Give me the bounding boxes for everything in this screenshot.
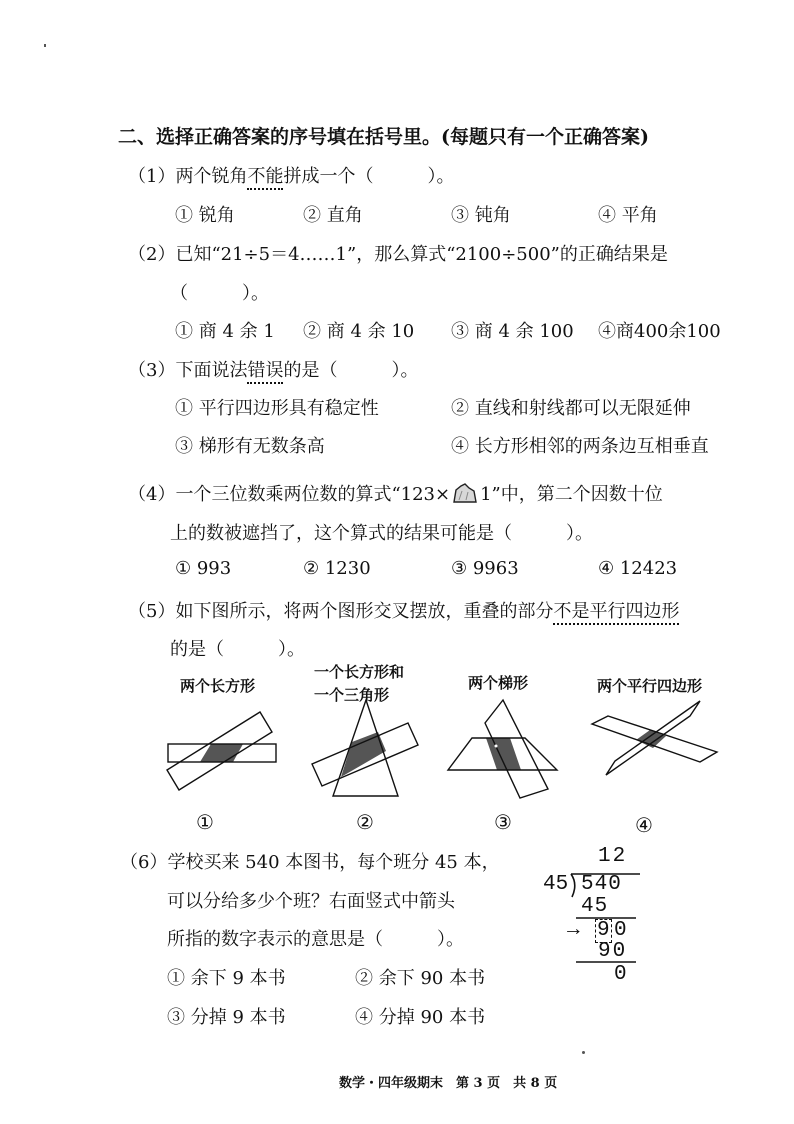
- q6-option-2[interactable]: ② 余下 90 本书: [355, 968, 486, 989]
- division-remainder: 0: [614, 963, 627, 986]
- division-step2-rest: 0: [614, 919, 627, 942]
- q3-option-1[interactable]: ① 平行四边形具有稳定性: [175, 398, 379, 419]
- q3-option-2[interactable]: ② 直线和射线都可以无限延伸: [451, 398, 691, 419]
- q6-stem-line3: 所指的数字表示的意思是（ ）。: [167, 929, 464, 950]
- division-dividend: 540: [581, 873, 622, 896]
- q2-option-3[interactable]: ③ 商 4 余 100: [451, 321, 574, 342]
- q1-option-4[interactable]: ④ 平角: [598, 205, 658, 226]
- q3-stem-b: 的是（ ）。: [283, 360, 419, 381]
- division-quotient: 12: [598, 845, 628, 868]
- q1-option-3[interactable]: ③ 钝角: [451, 205, 511, 226]
- figure-2-caption-line2: 一个三角形: [314, 686, 390, 704]
- figure-4-caption: 两个平行四边形: [597, 677, 703, 695]
- q4-stem-a: （4）一个三位数乘两位数的算式“123×: [128, 484, 451, 505]
- q5-stem-line2: 的是（ ）。: [170, 639, 305, 660]
- figure-4-label[interactable]: ④: [635, 813, 653, 837]
- division-step1: 45: [581, 895, 609, 918]
- q4-option-3[interactable]: ③ 9963: [451, 558, 519, 579]
- figure-3-caption: 两个梯形: [468, 674, 529, 692]
- q6-option-1[interactable]: ① 余下 9 本书: [167, 968, 286, 989]
- q2-option-4[interactable]: ④商400余100: [598, 321, 721, 342]
- division-step3: 90: [598, 940, 628, 963]
- figure-1-caption: 两个长方形: [180, 677, 256, 695]
- scan-speck: [44, 44, 46, 47]
- q4-option-2[interactable]: ② 1230: [303, 558, 371, 579]
- q2-stem: （2）已知“21÷5＝4……1”，那么算式“2100÷500”的正确结果是: [128, 244, 668, 265]
- q6-option-3[interactable]: ③ 分掉 9 本书: [167, 1007, 286, 1028]
- figure-2-label[interactable]: ②: [356, 810, 374, 834]
- scan-speck: [582, 1051, 585, 1054]
- q1-stem-emphasis: 不能: [247, 166, 283, 190]
- q3-stem-emphasis: 错误: [247, 360, 283, 384]
- section-title: 二、选择正确答案的序号填在括号里。(每题只有一个正确答案): [118, 126, 649, 148]
- figure-2-caption-line1: 一个长方形和: [314, 663, 405, 681]
- division-arrow: →: [567, 919, 580, 942]
- q2-option-1[interactable]: ① 商 4 余 1: [175, 321, 275, 342]
- q4-option-4[interactable]: ④ 12423: [598, 558, 678, 579]
- q3-stem-a: （3）下面说法: [128, 360, 248, 381]
- q4-stem-line2: 上的数被遮挡了，这个算式的结果可能是（ ）。: [170, 523, 593, 544]
- q2-stem-line2: （ ）。: [170, 283, 269, 304]
- q4-option-1[interactable]: ① 993: [175, 558, 232, 579]
- q6-option-4[interactable]: ④ 分掉 90 本书: [355, 1007, 486, 1028]
- figure-3-label[interactable]: ③: [494, 810, 512, 834]
- q1-option-2[interactable]: ② 直角: [303, 205, 363, 226]
- figure-1-label[interactable]: ①: [196, 810, 214, 834]
- q1-stem-a: （1）两个锐角: [128, 166, 248, 187]
- q6-stem-line1: （6）学校买来 540 本图书，每个班分 45 本，: [120, 852, 500, 873]
- page-footer: 数学・四年级期末 第 3 页 共 8 页: [339, 1076, 558, 1091]
- q1-stem-b: 拼成一个（ ）。: [283, 166, 455, 187]
- q1-option-1[interactable]: ① 锐角: [175, 205, 235, 226]
- q3-option-3[interactable]: ③ 梯形有无数条高: [175, 436, 325, 457]
- q5-stem-a: （5）如下图所示，将两个图形交叉摆放，重叠的部分: [128, 601, 554, 622]
- q3-option-4[interactable]: ④ 长方形相邻的两条边互相垂直: [451, 436, 709, 457]
- q5-stem-emphasis: 不是平行四边形: [553, 601, 679, 625]
- division-divisor: 45: [543, 873, 569, 896]
- q4-stem-b: 1”中，第二个因数十位: [480, 484, 663, 505]
- q6-stem-line2: 可以分给多少个班？右面竖式中箭头: [167, 891, 455, 912]
- division-step2-boxed-digit: 9: [597, 919, 610, 942]
- q2-option-2[interactable]: ② 商 4 余 10: [303, 321, 415, 342]
